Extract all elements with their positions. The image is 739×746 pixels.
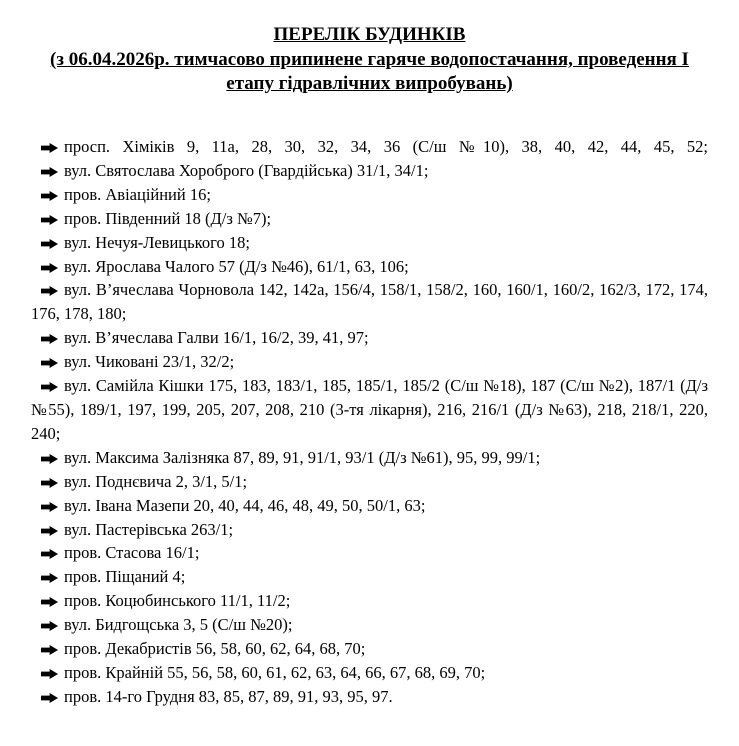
right-arrow-icon [41,613,58,637]
list-item [31,183,708,207]
right-arrow-icon [41,278,58,302]
list-item-text: вул. Пастерівська 263/1; [64,519,234,539]
list-item-text: вул. Святослава Хороброго (Гвардійська) 31/1, 34/1; [64,160,429,180]
list-item [31,350,708,374]
list-item-text: вул. Нечуя-Левицького 18; [64,232,250,252]
list-item [31,470,708,494]
list-item [31,278,708,326]
right-arrow-icon [41,326,58,350]
list-item [31,589,708,613]
list-item-text: пров. Піщаний 4; [64,567,186,587]
list-item [31,637,708,661]
subtitle-line-1: (з 06.04.2026р. тимчасово припинене гаряче водопостачання, проведення І [50,49,689,70]
list-item [31,494,708,518]
list-item-text: вул. В’ячеслава Чорновола 142, 142а, 156/4, 158/1, 158/2, 160, 160/1, 160/2, 162/3, 172, 174, 176, 178, 180; [31,280,708,324]
list-item-text: пров. Крайній 55, 56, 58, 60, 61, 62, 63, 64, 66, 67, 68, 69, 70; [64,662,486,682]
list-item-text: пров. Стасова 16/1; [64,543,200,563]
page-title: ПЕРЕЛІК БУДИНКІВ [273,24,466,45]
building-list [31,135,708,709]
list-item [31,446,708,470]
right-arrow-icon [41,374,58,398]
list-item-text: вул. Чиковані 23/1, 32/2; [64,352,235,372]
right-arrow-icon [41,446,58,470]
list-item [31,518,708,542]
right-arrow-icon [41,207,58,231]
right-arrow-icon [41,494,58,518]
list-item [31,565,708,589]
list-item-text: пров. Авіаційний 16; [64,184,211,204]
list-item-text: вул. Максима Залізняка 87, 89, 91, 91/1, 93/1 (Д/з №61), 95, 99, 99/1; [64,447,541,467]
list-item [31,685,708,709]
right-arrow-icon [41,541,58,565]
right-arrow-icon [41,661,58,685]
list-item [31,326,708,350]
list-item-text: пров. Південний 18 (Д/з №7); [64,208,272,228]
list-item [31,374,708,446]
right-arrow-icon [41,159,58,183]
list-item [31,135,708,159]
right-arrow-icon [41,589,58,613]
right-arrow-icon [41,518,58,542]
right-arrow-icon [41,255,58,279]
subtitle-line-2: етапу гідравлічних випробувань) [226,73,513,94]
page-subtitle [31,48,708,96]
list-item-text: пров. Декабристів 56, 58, 60, 62, 64, 68, 70; [64,639,366,659]
list-item [31,255,708,279]
list-item [31,613,708,637]
list-item [31,231,708,255]
right-arrow-icon [41,350,58,374]
right-arrow-icon [41,135,58,159]
right-arrow-icon [41,685,58,709]
list-item [31,159,708,183]
list-item [31,207,708,231]
right-arrow-icon [41,637,58,661]
right-arrow-icon [41,565,58,589]
list-item-text: вул. В’ячеслава Галви 16/1, 16/2, 39, 41, 97; [64,328,369,348]
right-arrow-icon [41,470,58,494]
right-arrow-icon [41,183,58,207]
list-item [31,541,708,565]
list-item [31,661,708,685]
list-item-text: вул. Ярослава Чалого 57 (Д/з №46), 61/1, 63, 106; [64,256,409,276]
list-item-text: пров. Коцюбинського 11/1, 11/2; [64,591,291,611]
list-item-text: пров. 14-го Грудня 83, 85, 87, 89, 91, 93, 95, 97. [64,686,393,706]
list-item-text: вул. Бидгощська 3, 5 (С/ш №20); [64,615,293,635]
list-item-text: просп. Хіміків 9, 11а, 28, 30, 32, 34, 36 (С/ш №10), 38, 40, 42, 44, 45, 52; [64,137,708,156]
list-item-text: вул. Самійла Кішки 175, 183, 183/1, 185, 185/1, 185/2 (С/ш №18), 187 (С/ш №2), 187/1 (Д/з №55), 189/1, 197, 199, 205, 207, 208, 210 (3-тя лікарня), 216, 216/1 (Д/з №63), 218, 218/1, 220, 240; [31,376,708,443]
list-item-text: вул. Поднєвича 2, 3/1, 5/1; [64,471,248,491]
right-arrow-icon [41,231,58,255]
list-item-text: вул. Івана Мазепи 20, 40, 44, 46, 48, 49, 50, 50/1, 63; [64,495,426,515]
